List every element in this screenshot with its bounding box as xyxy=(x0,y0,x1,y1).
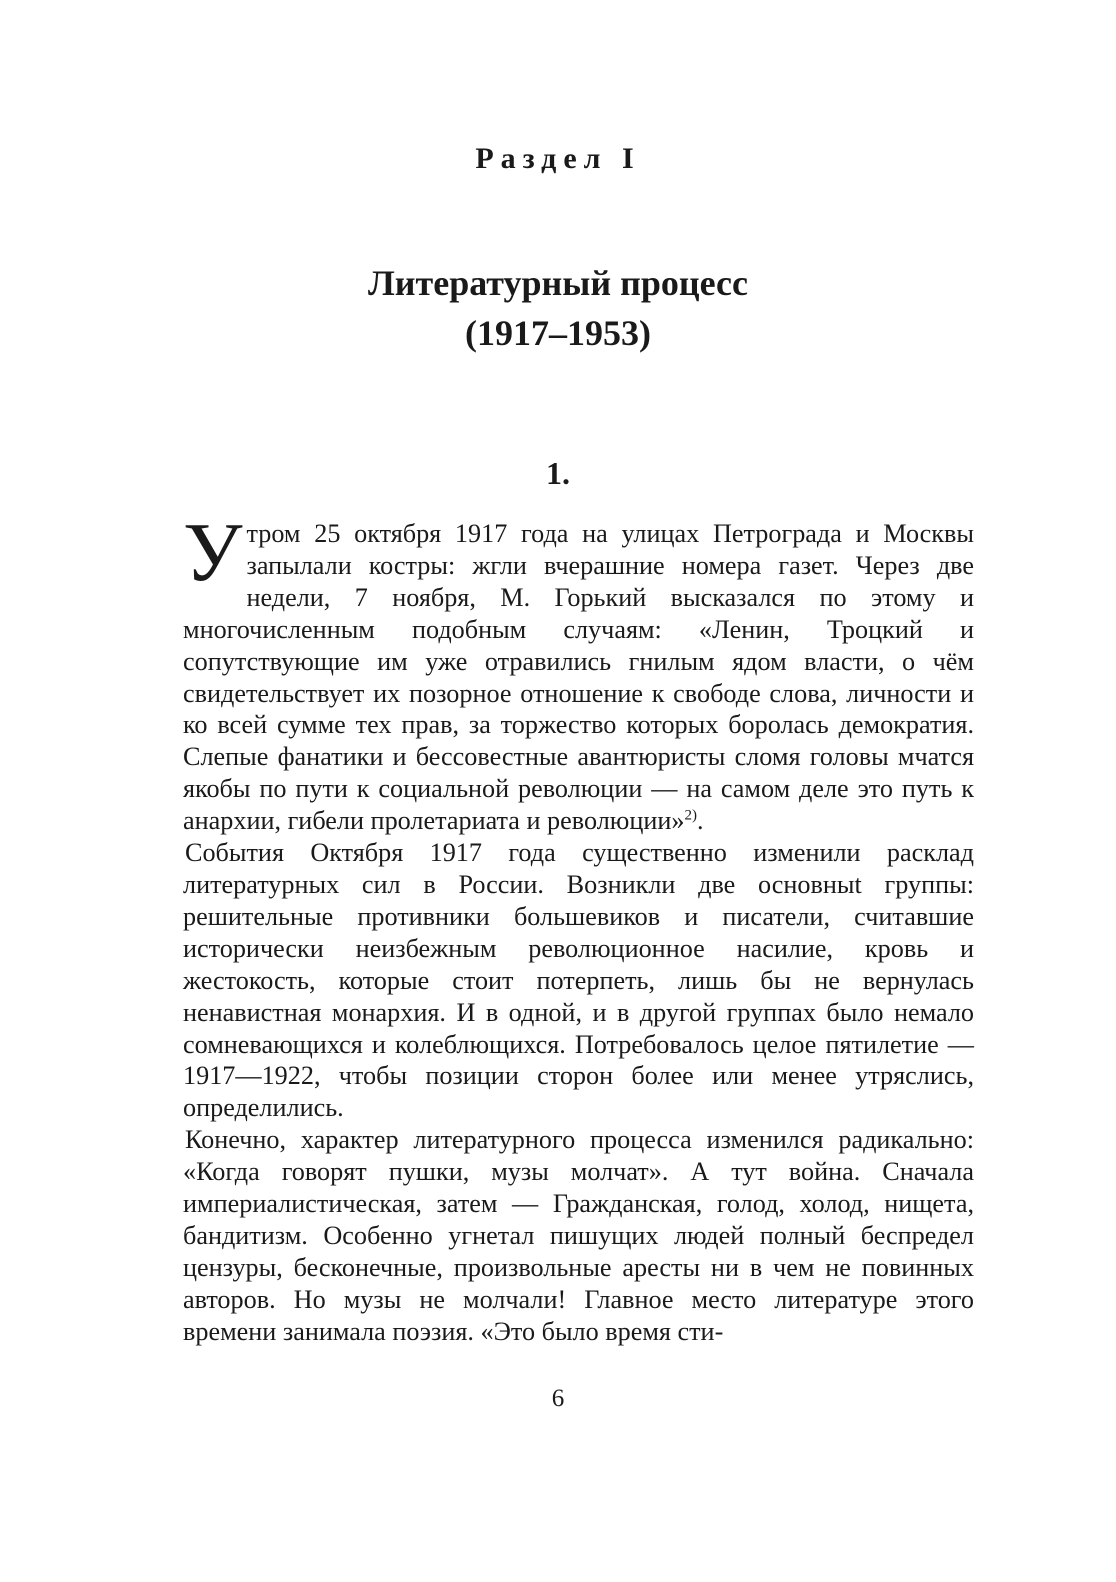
paragraph-3-text: Конечно, характер литературного процесса изменился радикально: «Когда говорят пушки, музы молчат». А тут война. Сначала империалистическая, затем — Гражданская, голод, холод, нищета, бандитизм. Особенно угнетал пишущих людей полный беспредел цензуры, бесконечные, произвольные аресты ни в чем не повинных авторов. Но музы не молчали! Главное место литературе этого времени занимала поэзия. «Это было время сти- xyxy=(183,1125,974,1346)
page-number: 6 xyxy=(551,1385,565,1412)
drop-cap: У xyxy=(183,506,243,599)
paragraph-2 xyxy=(183,837,974,1124)
paragraph-3 xyxy=(183,1124,974,1347)
paragraph-2-text: События Октября 1917 года существенно изменили расклад литературных сил в России. Возникли две основныt группы: решительные противники большевиков и писатели, считавшие исторически неизбежным революционное насилие, кровь и жестокость, которые стоит потерпеть, лишь бы не вернулась ненавистная монархия. И в одной, и в другой группах было немало сомневающихся и колеблющихся. Потребовалось целое пятилетие — 1917—1922, чтобы позиции сторон более или менее утряслись, определились. xyxy=(183,838,974,1123)
footnote-ref[interactable]: 2) xyxy=(684,807,697,824)
section-label: Раздел I xyxy=(475,142,641,175)
chapter-number: 1. xyxy=(546,455,570,491)
paragraph-1 xyxy=(183,506,974,837)
part-title-line-1: Литературный процесс xyxy=(367,263,749,303)
part-title-line-2: (1917–1953) xyxy=(465,313,651,353)
part-title xyxy=(0,258,1116,358)
paragraph-1-end: . xyxy=(696,806,704,836)
body-text xyxy=(183,506,974,1348)
paragraph-1-text: тром 25 октября 1917 года на улицах Петрограда и Москвы запылали костры: жгли вчерашние номера газет. Через две недели, 7 ноября, М. Горький высказался по этому и многочисленным подобным случаям: «Ленин, Троцкий и сопутствующие им уже отравились гнилым ядом власти, о чём свидетельствует их позорное отношение к свободе слова, личности и ко всей сумме тех прав, за торжество которых боролась демократия. Слепые фанатики и бессовестные авантюристы сломя головы мчатся якобы по пути к социальной революции — на самом деле это путь к анархии, гибели пролетариата и революции» xyxy=(183,519,974,836)
